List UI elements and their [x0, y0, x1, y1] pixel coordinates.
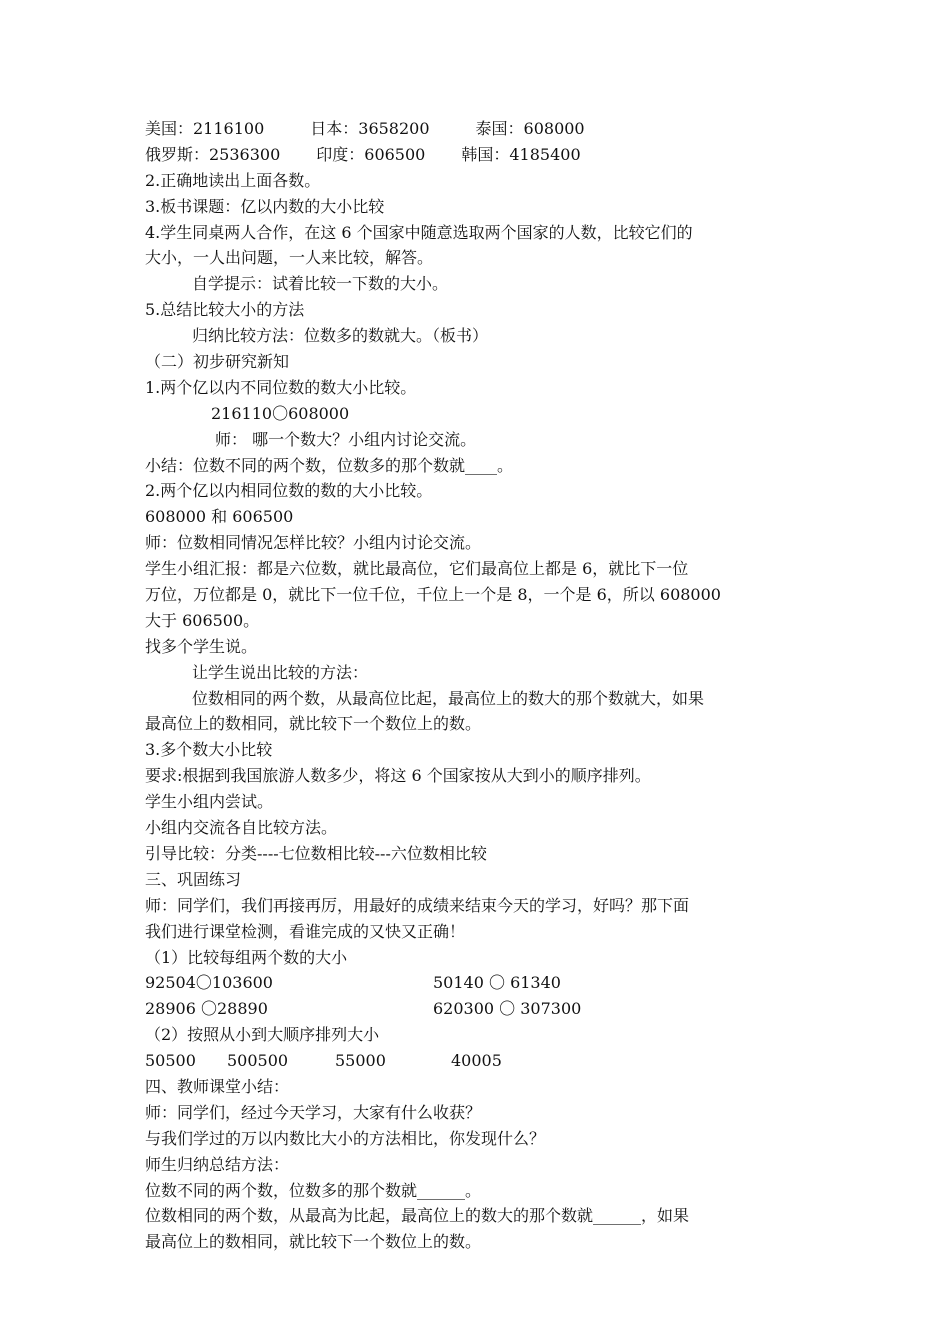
text-line: 3.板书课题：亿以内数的大小比较 [145, 196, 385, 216]
population-india: 印度：606500 [316, 144, 426, 164]
exercise-heading: （1）比较每组两个数的大小 [145, 947, 348, 967]
text-line: 2.正确地读出上面各数。 [145, 170, 321, 190]
population-russia: 俄罗斯：2536300 [145, 144, 281, 164]
text-line: 学生小组内尝试。 [145, 792, 274, 812]
text-line: 师生归纳总结方法： [145, 1154, 290, 1174]
section-heading: 1.两个亿以内不同位数的数大小比较。 [145, 377, 417, 397]
population-row-1 [145, 116, 815, 142]
exercise-heading: （2）按照从小到大顺序排列大小 [145, 1025, 380, 1045]
text-line: 小结：位数不同的两个数，位数多的那个数就____。 [145, 455, 514, 475]
section-heading: 三、巩固练习 [145, 869, 242, 889]
text-line: 大小，一人出问题，一人来比较，解答。 [145, 248, 434, 268]
text-line: 让学生说出比较的方法： [192, 662, 369, 682]
text-line: 自学提示：试着比较一下数的大小。 [192, 274, 449, 294]
population-japan: 日本：3658200 [310, 119, 430, 138]
text-line: 师：位数相同情况怎样比较？小组内讨论交流。 [145, 533, 482, 553]
text-line: 最高位上的数相同，就比较下一个数位上的数。 [145, 714, 482, 734]
exercise-item: 620300 〇 307300 [433, 999, 582, 1019]
number-item: 55000 [335, 1051, 386, 1071]
text-line: 与我们学过的万以内数比大小的方法相比，你发现什么？ [145, 1128, 546, 1148]
document-body [145, 116, 815, 1255]
text-line: 小组内交流各自比较方法。 [145, 818, 338, 838]
text-line: 师：同学们，我们再接再厉，用最好的成绩来结束今天的学习，好吗？那下面 [145, 895, 690, 915]
text-line: 最高位上的数相同，就比较下一个数位上的数。 [145, 1232, 482, 1252]
number-item: 40005 [451, 1051, 502, 1071]
exercise-row [145, 970, 815, 996]
text-line: 要求:根据到我国旅游人数多少，将这 6 个国家按从大到小的顺序排列。 [145, 766, 651, 786]
exercise-item: 92504〇103600 [145, 973, 273, 993]
text-line: 归纳比较方法：位数多的数就大。（板书） [192, 326, 489, 346]
text-line: 位数相同的两个数，从最高为比起，最高位上的数大的那个数就______，如果 [145, 1206, 690, 1226]
exercise-row [145, 996, 815, 1022]
population-row-2 [145, 142, 815, 168]
ordering-numbers [145, 1048, 815, 1074]
text-line: 万位，万位都是 0，就比下一位千位，千位上一个是 8，一个是 6，所以 608000 [145, 585, 721, 605]
text-line: 4.学生同桌两人合作，在这 6 个国家中随意选取两个国家的人数，比较它们的 [145, 222, 693, 242]
text-line: 师：同学们，经过今天学习，大家有什么收获？ [145, 1102, 482, 1122]
text-line: 位数不同的两个数，位数多的那个数就______。 [145, 1180, 482, 1200]
text-line: 师： 哪一个数大？小组内讨论交流。 [215, 429, 477, 449]
population-thailand: 泰国：608000 [475, 119, 585, 138]
comparison-example: 608000 和 606500 [145, 507, 294, 527]
exercise-item: 28906 〇28890 [145, 999, 268, 1019]
population-usa: 美国：2116100 [145, 119, 265, 138]
text-line: 学生小组汇报：都是六位数，就比最高位，它们最高位上都是 6，就比下一位 [145, 559, 689, 579]
comparison-example: 216110〇608000 [211, 403, 350, 423]
text-line: 位数相同的两个数，从最高位比起，最高位上的数大的那个数就大，如果 [192, 688, 705, 708]
text-line: 大于 606500。 [145, 610, 260, 630]
section-heading: 3.多个数大小比较 [145, 740, 273, 760]
text-line: 我们进行课堂检测，看谁完成的又快又正确！ [145, 921, 466, 941]
section-heading: 2.两个亿以内相同位数的数的大小比较。 [145, 481, 433, 501]
text-line: 引导比较：分类----七位数相比较---六位数相比较 [145, 843, 487, 863]
number-item: 50500 [145, 1051, 196, 1071]
section-heading: 5.总结比较大小的方法 [145, 300, 305, 320]
exercise-item: 50140 〇 61340 [433, 973, 561, 993]
text-line: 找多个学生说。 [145, 636, 258, 656]
section-heading: 四、教师课堂小结： [145, 1076, 290, 1096]
section-heading: （二）初步研究新知 [145, 352, 290, 372]
population-korea: 韩国：4185400 [461, 144, 581, 164]
number-item: 500500 [227, 1051, 289, 1071]
